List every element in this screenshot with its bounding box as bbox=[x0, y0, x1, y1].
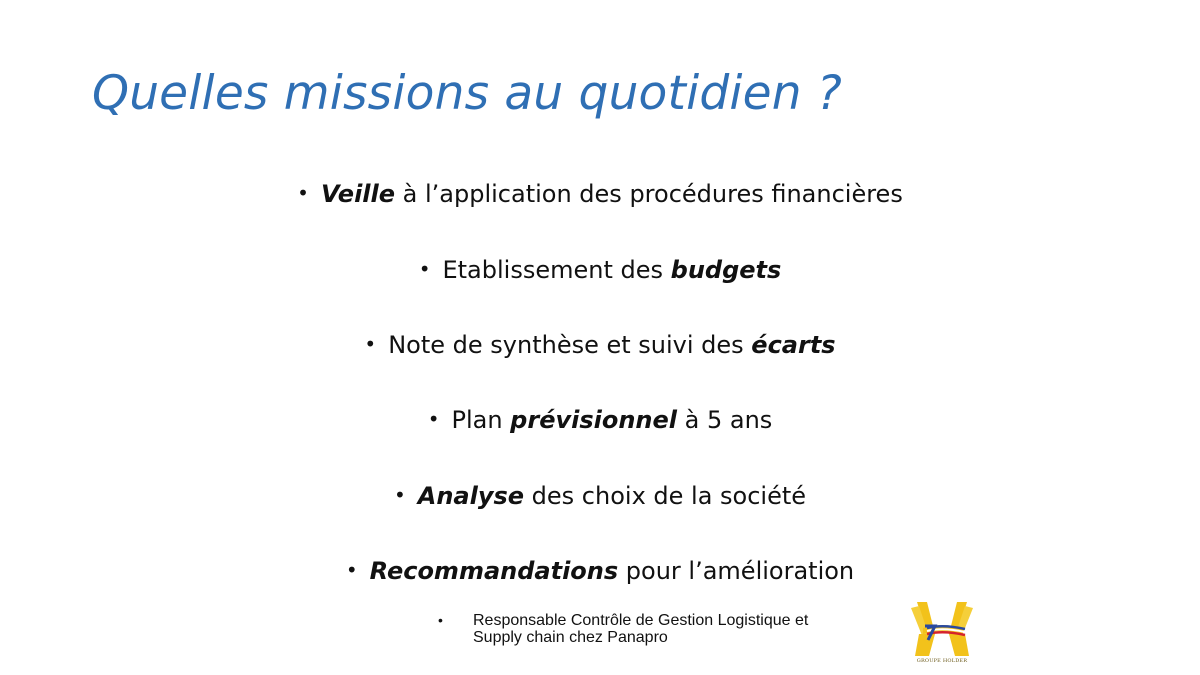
mission-text: Note de synthèse et suivi des bbox=[388, 331, 752, 359]
bullet-dot: • bbox=[345, 558, 358, 582]
mission-item-analyse bbox=[0, 480, 1200, 511]
mission-text: pour l’amélioration bbox=[618, 557, 855, 585]
bullet-dot: • bbox=[427, 407, 440, 431]
slide-title: Quelles missions au quotidien ? bbox=[92, 66, 843, 121]
mission-item-veille bbox=[0, 178, 1200, 209]
bullet-dot: • bbox=[364, 332, 377, 356]
mission-keyword: Veille bbox=[320, 180, 396, 208]
bullet-dot: • bbox=[297, 181, 309, 205]
mission-item-plan bbox=[0, 404, 1200, 435]
footer-line-2: Supply chain chez Panapro bbox=[473, 629, 668, 646]
mission-keyword: écarts bbox=[751, 331, 836, 359]
mission-keyword: budgets bbox=[670, 256, 782, 284]
mission-keyword: Analyse bbox=[417, 482, 525, 510]
bullet-dot: • bbox=[393, 483, 406, 507]
bullet-dot: • bbox=[418, 257, 431, 281]
mission-text: à 5 ans bbox=[677, 406, 773, 434]
mission-text: à l’application des procédures financières bbox=[395, 180, 903, 208]
mission-text: Etablissement des bbox=[442, 256, 671, 284]
footer-bullet: • bbox=[438, 612, 443, 628]
logo-caption: GROUPE HOLDER bbox=[916, 658, 968, 664]
mission-text: Plan bbox=[451, 406, 511, 434]
mission-item-ecarts bbox=[0, 329, 1200, 360]
groupe-holder-logo bbox=[905, 598, 979, 670]
footer-line-1: Responsable Contrôle de Gestion Logistique et bbox=[473, 612, 809, 629]
mission-keyword: Recommandations bbox=[369, 557, 619, 585]
mission-item-recommandations bbox=[0, 555, 1200, 586]
mission-keyword: prévisionnel bbox=[510, 406, 678, 434]
mission-item-budgets bbox=[0, 254, 1200, 285]
wheat-logo-icon bbox=[905, 598, 979, 660]
mission-text: des choix de la société bbox=[524, 482, 807, 510]
footer-text bbox=[473, 612, 893, 646]
